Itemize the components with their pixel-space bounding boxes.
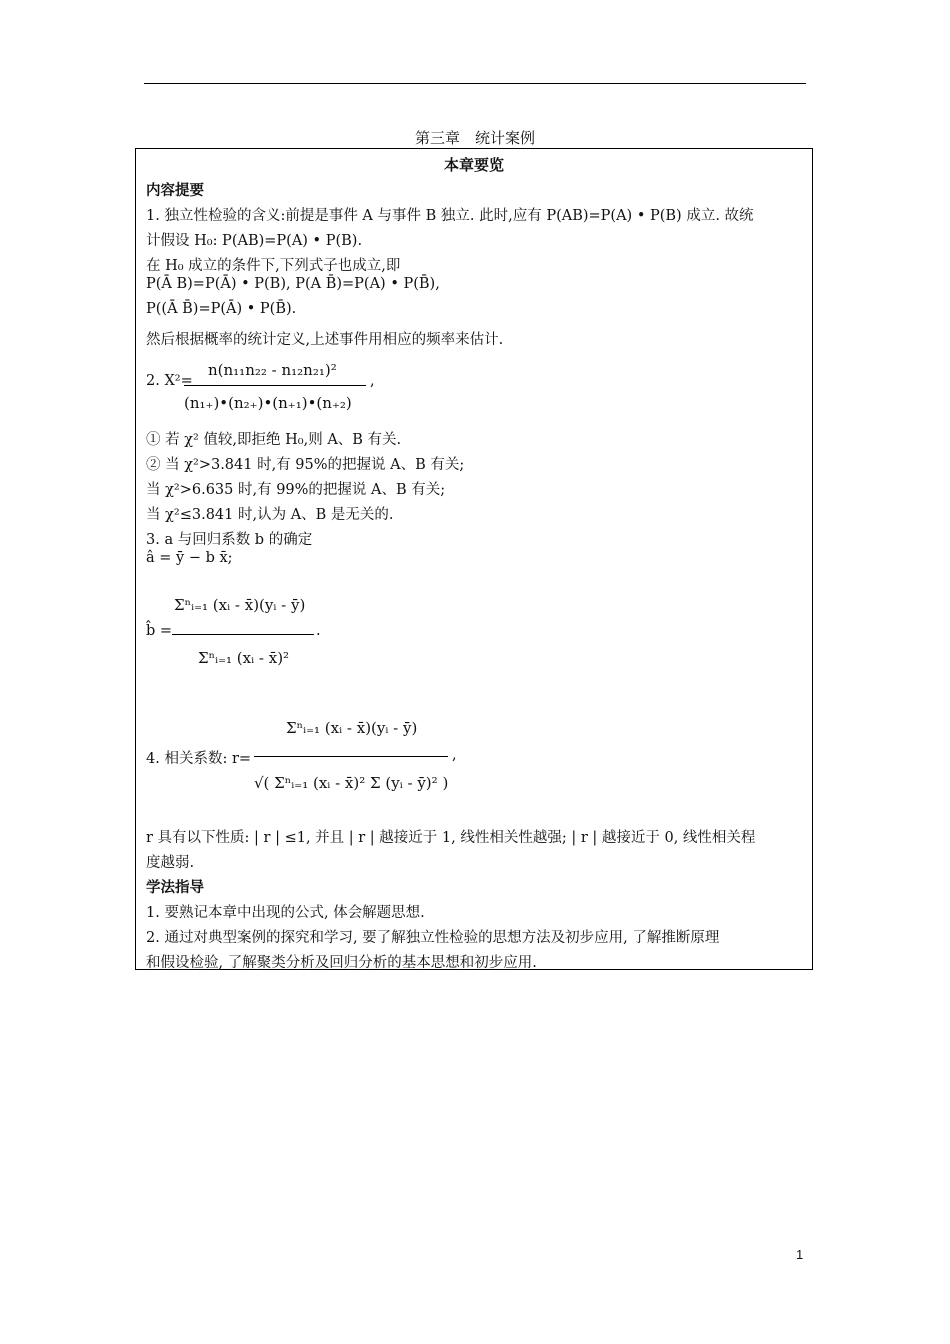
formula-numerator: n(n₁₁n₂₂ - n₁₂n₂₁)² [208, 361, 337, 379]
box-title: 本章要览 [443, 156, 504, 174]
formula-denominator: √( Σⁿᵢ₌₁ (xᵢ - x̄)² Σ (yᵢ - ȳ)² ) [254, 774, 449, 792]
text-line: 1. 独立性检验的含义:前提是事件 A 与事件 B 独立. 此时,应有 P(AB)=P(A) • P(B) 成立. 故统 [146, 208, 754, 224]
formula-tail: , [370, 373, 375, 389]
formula-denominator: Σⁿᵢ₌₁ (xᵢ - x̄)² [198, 649, 290, 667]
formula-lead: b̂ = [146, 623, 173, 639]
formula-numerator: Σⁿᵢ₌₁ (xᵢ - x̄)(yᵢ - ȳ) [174, 596, 306, 614]
page-number: 1 [796, 1247, 804, 1262]
chapter-title: 第三章 统计案例 [414, 129, 535, 147]
formula-line: P(Ā B)=P(Ā) • P(B), P(A B̄)=P(A) • P(B̄), [146, 276, 440, 292]
text-line: ① 若 χ² 值较,即拒绝 H₀,则 A、B 有关. [146, 432, 402, 448]
text-line: 当 χ²≤3.841 时,认为 A、B 是无关的. [146, 507, 394, 523]
formula-line: P((Ā B̄)=P(Ā) • P(B̄). [146, 301, 297, 317]
fraction-bar [254, 756, 448, 757]
text-line: 在 H₀ 成立的条件下,下列式子也成立,即 [146, 258, 401, 274]
formula-tail: , [452, 747, 457, 763]
fraction-bar [184, 385, 366, 386]
formula-denominator: (n₁₊)•(n₂₊)•(n₊₁)•(n₊₂) [184, 394, 352, 412]
formula-line: â = ȳ − b x̄; [146, 550, 233, 566]
text-line: r 具有以下性质: | r | ≤1, 并且 | r | 越接近于 1, 线性相关性越强; | r | 越接近于 0, 线性相关程 [146, 830, 756, 846]
header-rule [144, 83, 806, 84]
text-line: 3. a 与回归系数 b 的确定 [146, 532, 313, 548]
text-line: 当 χ²>6.635 时,有 99%的把握说 A、B 有关; [146, 482, 446, 498]
formula-lead: 4. 相关系数: r= [146, 751, 252, 767]
formula-tail: . [316, 623, 321, 639]
text-line: 度越弱. [146, 855, 195, 871]
summary-box [135, 148, 813, 970]
text-line: 1. 要熟记本章中出现的公式, 体会解题思想. [146, 905, 425, 921]
formula-numerator: Σⁿᵢ₌₁ (xᵢ - x̄)(yᵢ - ȳ) [286, 719, 418, 737]
fraction-bar [172, 634, 314, 635]
formula-lead: 2. X²= [146, 373, 193, 389]
text-line: ② 当 χ²>3.841 时,有 95%的把握说 A、B 有关; [146, 457, 465, 473]
text-line: 然后根据概率的统计定义,上述事件用相应的频率来估计. [146, 332, 504, 348]
section-heading-method: 学法指导 [146, 879, 204, 896]
section-heading-content: 内容提要 [146, 182, 204, 199]
text-line: 计假设 H₀: P(AB)=P(A) • P(B). [146, 233, 363, 249]
text-line: 2. 通过对典型案例的探究和学习, 要了解独立性检验的思想方法及初步应用, 了解推断原理 [146, 930, 720, 946]
text-line: 和假设检验, 了解聚类分析及回归分析的基本思想和初步应用. [146, 955, 537, 971]
